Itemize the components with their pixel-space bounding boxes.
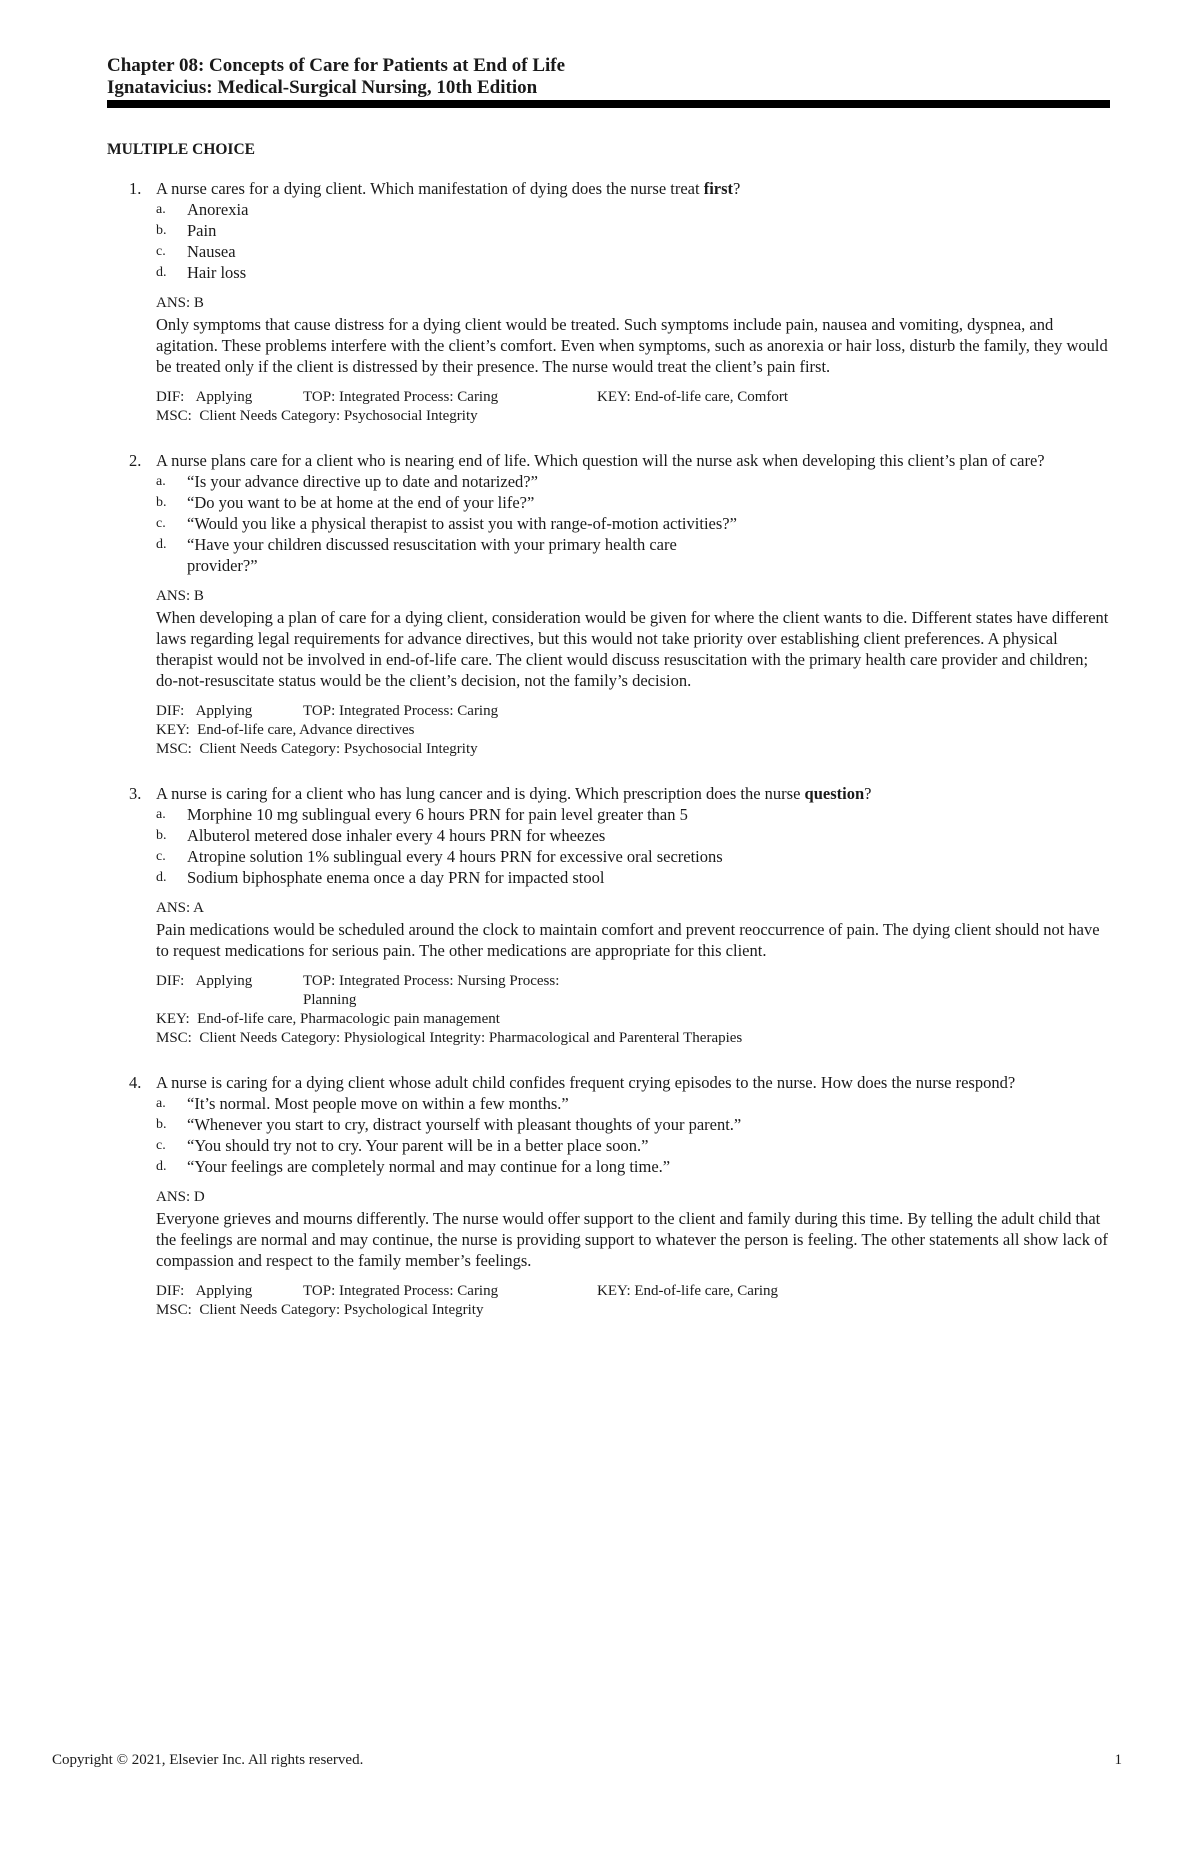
option-text: “Your feelings are completely normal and may continue for a long time.” [187,1157,671,1176]
option-letter: b. [156,1117,167,1132]
metadata-label: KEY: [156,1011,190,1027]
answer-option [156,220,1110,241]
option-letter: d. [156,870,167,885]
question-list [107,178,1110,1344]
option-letter: c. [156,1138,166,1153]
metadata-row [156,407,1110,426]
question-metadata [156,972,1110,1048]
option-letter: d. [156,537,167,552]
option-letter: a. [156,474,166,489]
metadata-label: MSC: [156,1302,192,1318]
question-stem-text: A nurse is caring for a client who has lung cancer and is dying. Which prescription does the nurse [156,784,805,803]
metadata-label: MSC: [156,741,192,757]
answer-option [156,471,1110,492]
metadata-row [156,1282,1110,1301]
option-letter: b. [156,223,167,238]
metadata-label: MSC: [156,1030,192,1046]
option-text: “Do you want to be at home at the end of your life?” [187,493,535,512]
metadata-row [156,721,1110,740]
question-stem [156,783,1110,804]
option-letter: b. [156,828,167,843]
question-number: 3. [129,784,142,803]
document-header [107,55,1110,99]
question-stem-text: A nurse plans care for a client who is nearing end of life. Which question will the nurse ask when developing this client’s plan of care? [156,451,1045,470]
metadata-row [156,972,1110,1010]
metadata-label: DIF: [156,703,185,719]
metadata-row [156,1029,1110,1048]
metadata-field [156,1282,303,1301]
metadata-topic: TOP: Integrated Process: Nursing Process: Planning [303,973,560,1008]
option-letter: a. [156,1096,166,1111]
option-text: “It’s normal. Most people move on within a few months.” [187,1094,569,1113]
answer-key: ANS: B [156,588,204,604]
option-text: Pain [187,221,217,240]
option-letter: a. [156,807,166,822]
metadata-value: Applying [195,389,253,405]
question-stem [156,450,1110,471]
option-letter: c. [156,849,166,864]
option-text: Atropine solution 1% sublingual every 4 hours PRN for excessive oral secretions [187,847,723,866]
option-text: Anorexia [187,200,249,219]
answer-option [156,534,1110,576]
option-text: Nausea [187,242,236,261]
answer-option [156,513,1110,534]
answer-option [156,846,1110,867]
answer-option [156,1093,1110,1114]
option-letter: b. [156,495,167,510]
copyright-notice: Copyright © 2021, Elsevier Inc. All rights reserved. [52,1752,364,1768]
question-stem-text: A nurse is caring for a dying client whose adult child confides frequent crying episodes to the nurse. How does the nurse respond? [156,1073,1016,1092]
question-metadata [156,388,1110,426]
question-item [107,783,1110,1048]
page-number: 1 [1114,1752,1122,1768]
answer-key: ANS: A [156,900,204,916]
section-title: MULTIPLE CHOICE [107,141,255,158]
answer-option [156,492,1110,513]
question-stem-emphasis: question [804,784,865,803]
metadata-row [156,1301,1110,1320]
metadata-value: Applying [195,1283,253,1299]
metadata-key: KEY: End-of-life care, Caring [597,1283,779,1299]
question-metadata [156,702,1110,759]
answer-option [156,1114,1110,1135]
question-stem [156,1072,1110,1093]
option-text: “Have your children discussed resuscitation with your primary health care provider?” [187,535,677,575]
rationale: Everyone grieves and mourns differently. The nurse would offer support to the client and family during this time. By telling the adult child that the feelings are normal and may continue, the nurse is providing support to whatever the person is feeling. The other statements all show lack of compassion and respect to the family member’s feelings. [156,1209,1108,1270]
question-stem-emphasis: first [703,179,734,198]
option-text: Morphine 10 mg sublingual every 6 hours PRN for pain level greater than 5 [187,805,688,824]
question-item [107,1072,1110,1320]
metadata-value: Applying [195,703,253,719]
metadata-label: KEY: [156,722,190,738]
metadata-value: Client Needs Category: Psychosocial Integrity [199,741,478,757]
question-stem-end: ? [733,179,741,198]
metadata-topic: TOP: Integrated Process: Caring [303,703,499,719]
metadata-value: End-of-life care, Advance directives [197,722,415,738]
metadata-topic: TOP: Integrated Process: Caring [303,389,499,405]
answer-key: ANS: D [156,1189,205,1205]
metadata-value: Applying [195,973,253,989]
question-number: 4. [129,1073,142,1092]
metadata-row [156,740,1110,759]
metadata-value: Client Needs Category: Physiological Integrity: Pharmacological and Parenteral Therapies [199,1030,743,1046]
answer-option [156,867,1110,888]
answer-option [156,241,1110,262]
answer-option [156,1135,1110,1156]
option-text: “Would you like a physical therapist to assist you with range-of-motion activities?” [187,514,737,533]
option-text: Sodium biphosphate enema once a day PRN for impacted stool [187,868,605,887]
metadata-value: Client Needs Category: Psychosocial Integrity [199,408,478,424]
option-text: Hair loss [187,263,247,282]
answer-option [156,825,1110,846]
answer-option [156,199,1110,220]
rationale: Pain medications would be scheduled around the clock to maintain comfort and prevent reoccurrence of pain. The dying client should not have to request medications for serious pain. The other medications are appropriate for this client. [156,920,1100,960]
option-letter: d. [156,265,167,280]
metadata-label: DIF: [156,389,185,405]
question-stem-end: ? [864,784,872,803]
option-text: Albuterol metered dose inhaler every 4 hours PRN for wheezes [187,826,606,845]
metadata-row [156,1010,1110,1029]
metadata-value: End-of-life care, Pharmacologic pain management [197,1011,500,1027]
metadata-label: DIF: [156,1283,185,1299]
rationale: Only symptoms that cause distress for a dying client would be treated. Such symptoms include pain, nausea and vomiting, dyspnea, and agitation. These problems interfere with the client’s comfort. Even when symptoms, such as anorexia or hair loss, disturb the family, they would be treated only if the client is distressed by their presence. The nurse would treat the client’s pain first. [156,315,1108,376]
rationale: When developing a plan of care for a dying client, consideration would be given for where the client wants to die. Different states have different laws regarding legal requirements for advance directives, but this would not take priority over establishing client preferences. A physical therapist would not be involved in end-of-life care. The client would discuss resuscitation with the primary health care provider and children; do-not-resuscitate status would be the client’s decision, not the family’s decision. [156,608,1109,690]
answer-option [156,1156,1110,1177]
question-stem-text: A nurse cares for a dying client. Which manifestation of dying does the nurse treat [156,179,704,198]
question-number: 2. [129,451,142,470]
option-letter: c. [156,244,166,259]
option-text: “You should try not to cry. Your parent will be in a better place soon.” [187,1136,649,1155]
metadata-value: Client Needs Category: Psychological Integrity [199,1302,484,1318]
question-stem [156,178,1110,199]
option-text: “Is your advance directive up to date and notarized?” [187,472,538,491]
question-number: 1. [129,179,142,198]
metadata-field [156,388,303,407]
answer-option [156,804,1110,825]
option-letter: a. [156,202,166,217]
metadata-label: MSC: [156,408,192,424]
question-metadata [156,1282,1110,1320]
metadata-row [156,388,1110,407]
metadata-row [156,702,1110,721]
option-text: “Whenever you start to cry, distract yourself with pleasant thoughts of your parent.” [187,1115,742,1134]
book-title: Ignatavicius: Medical-Surgical Nursing, 10th Edition [107,77,538,98]
option-letter: c. [156,516,166,531]
metadata-label: DIF: [156,973,185,989]
header-rule [107,100,1110,108]
metadata-topic: TOP: Integrated Process: Caring [303,1283,499,1299]
answer-option [156,262,1110,283]
chapter-title: Chapter 08: Concepts of Care for Patients at End of Life [107,55,566,76]
metadata-field [156,702,303,721]
question-item [107,450,1110,759]
answer-key: ANS: B [156,295,204,311]
option-letter: d. [156,1159,167,1174]
metadata-field [156,972,303,1010]
metadata-key: KEY: End-of-life care, Comfort [597,389,789,405]
question-item [107,178,1110,426]
